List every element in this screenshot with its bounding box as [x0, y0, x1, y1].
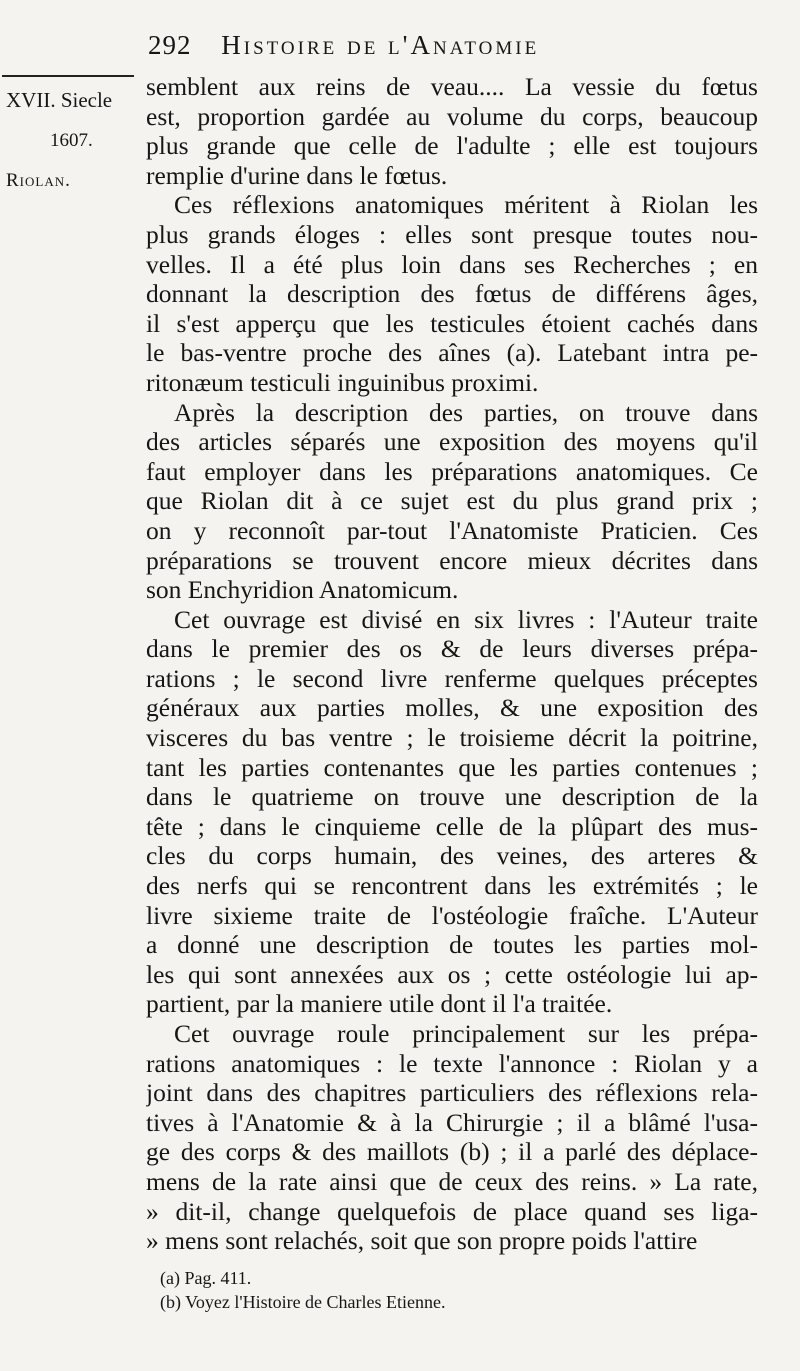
- text-line: il s'est apperçu que les testicules étoient cachés dans: [146, 308, 758, 338]
- text-line: tant les parties contenantes que les parties contenues ;: [146, 752, 758, 782]
- text-line: les qui sont annexées aux os ; cette ostéologie lui ap-: [146, 959, 758, 989]
- text-line: remplie d'urine dans le fœtus.: [146, 160, 448, 190]
- text-line: mens de la rate ainsi que de ceux des reins. » La rate,: [146, 1166, 758, 1196]
- running-title: Histoire de l'Anatomie: [221, 30, 540, 60]
- margin-author: Riolan.: [6, 170, 71, 191]
- text-line: faut employer dans les préparations anatomiques. Ce: [146, 456, 758, 486]
- text-line: livre sixieme traite de l'ostéologie fraîche. L'Auteur: [146, 900, 758, 930]
- text-line: semblent aux reins de veau.... La vessie du fœtus: [146, 72, 758, 101]
- text-line: partient, par la maniere utile dont il l'a traitée.: [146, 989, 613, 1019]
- running-header: [148, 30, 758, 61]
- text-line: Après la description des parties, on trouve dans: [174, 397, 758, 427]
- text-line: tête ; dans le cinquieme celle de la plûpart des mus-: [146, 811, 758, 841]
- text-line: rations ; le second livre renferme quelques préceptes: [146, 663, 758, 693]
- text-line: des nerfs qui se rencontrent dans les extrémités ; le: [146, 871, 758, 901]
- text-line: donnant la description des fœtus de différens âges,: [146, 279, 758, 309]
- text-line: rations anatomiques : le texte l'annonce : Riolan y a: [146, 1048, 758, 1078]
- text-line: Cet ouvrage est divisé en six livres : l'Auteur traite: [174, 604, 758, 634]
- text-line: des articles séparés une exposition des moyens qu'il: [146, 427, 758, 457]
- body-text: [146, 72, 758, 1256]
- margin-year: 1607.: [50, 130, 93, 151]
- text-line: préparations se trouvent encore mieux décrites dans: [146, 545, 758, 575]
- text-line: » dit-il, change quelquefois de place quand ses liga-: [146, 1196, 758, 1226]
- text-line: velles. Il a été plus loin dans ses Recherches ; en: [146, 249, 758, 279]
- text-line: Cet ouvrage roule principalement sur les prépa-: [174, 1019, 758, 1048]
- text-line: est, proportion gardée au volume du corps, beaucoup: [146, 101, 758, 131]
- margin-rule: [2, 75, 134, 77]
- text-line: plus grande que celle de l'adulte ; elle est toujours: [146, 131, 758, 161]
- text-line: joint dans des chapitres particuliers des réflexions rela-: [146, 1078, 758, 1108]
- text-line: on y reconnoît par-tout l'Anatomiste Praticien. Ces: [146, 515, 758, 545]
- text-line: plus grands éloges : elles sont presque toutes nou-: [146, 219, 758, 249]
- text-line: ge des corps & des maillots (b) ; il a parlé des déplace-: [146, 1137, 758, 1167]
- text-line: ritonæum testiculi inguinibus proximi.: [146, 367, 539, 397]
- text-line: » mens sont relachés, soit que son propre poids l'attire: [146, 1226, 698, 1256]
- text-line: tives à l'Anatomie & à la Chirurgie ; il a blâmé l'usa-: [146, 1107, 758, 1137]
- text-line: a donné une description de toutes les parties mol-: [146, 930, 758, 960]
- text-line: dans le premier des os & de leurs diverses prépa-: [146, 634, 758, 664]
- text-line: dans le quatrieme on trouve une description de la: [146, 782, 758, 812]
- text-line: généraux aux parties molles, & une exposition des: [146, 693, 758, 723]
- footnote-a: (a) Pag. 411.: [160, 1268, 252, 1288]
- text-line: Ces réflexions anatomiques méritent à Riolan les: [174, 190, 758, 220]
- text-line: que Riolan dit à ce sujet est du plus grand prix ;: [146, 486, 758, 516]
- page-number: 292: [148, 30, 192, 60]
- text-line: visceres du bas ventre ; le troisieme décrit la poitrine,: [146, 723, 758, 753]
- text-line: son Enchyridion Anatomicum.: [146, 575, 459, 605]
- text-line: cles du corps humain, des veines, des arteres &: [146, 841, 758, 871]
- margin-century: XVII. Siecle: [6, 88, 113, 112]
- text-line: le bas-ventre proche des aînes (a). Latebant intra pe-: [146, 338, 758, 368]
- footnote-b: (b) Voyez l'Histoire de Charles Etienne.: [160, 1292, 446, 1312]
